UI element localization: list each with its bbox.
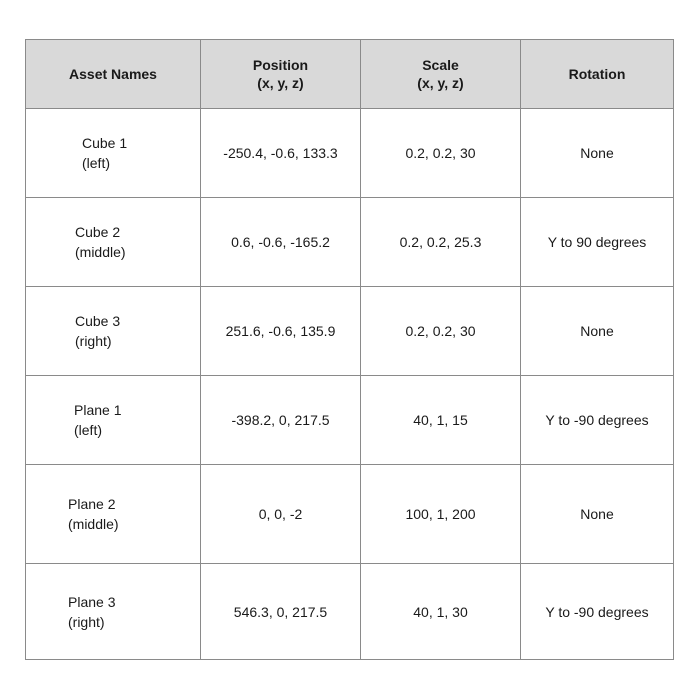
asset-location: (middle) xyxy=(75,244,126,260)
asset-location: (right) xyxy=(68,613,105,630)
position-cell: 251.6, -0.6, 135.9 xyxy=(201,287,361,376)
table-row xyxy=(26,564,674,660)
table-row xyxy=(26,287,674,376)
asset-table xyxy=(25,39,674,660)
header-position xyxy=(201,40,361,109)
table-row xyxy=(26,109,674,198)
table-row xyxy=(26,376,674,465)
asset-name-cell xyxy=(26,109,201,198)
asset-location: (middle) xyxy=(68,516,119,532)
header-label: Scale xyxy=(422,57,459,73)
rotation-cell: None xyxy=(521,287,674,376)
scale-cell: 0.2, 0.2, 25.3 xyxy=(361,198,521,287)
header-sublabel: (x, y, z) xyxy=(417,75,464,91)
asset-name: Plane 3 xyxy=(68,593,116,610)
rotation-cell: None xyxy=(521,109,674,198)
header-row xyxy=(26,40,674,109)
asset-name-cell xyxy=(26,465,201,564)
scale-cell: 0.2, 0.2, 30 xyxy=(361,287,521,376)
asset-location: (right) xyxy=(75,333,112,349)
asset-location: (left) xyxy=(74,422,102,438)
position-cell: 0, 0, -2 xyxy=(201,465,361,564)
rotation-cell: Y to -90 degrees xyxy=(521,564,674,660)
table-row xyxy=(26,465,674,564)
scale-cell: 40, 1, 30 xyxy=(361,564,521,660)
asset-name: Cube 3 xyxy=(75,313,121,329)
position-cell: -250.4, -0.6, 133.3 xyxy=(201,109,361,198)
header-rotation xyxy=(521,40,674,109)
position-cell: 546.3, 0, 217.5 xyxy=(201,564,361,660)
rotation-cell: None xyxy=(521,465,674,564)
position-cell: -398.2, 0, 217.5 xyxy=(201,376,361,465)
scale-cell: 40, 1, 15 xyxy=(361,376,521,465)
header-label: Rotation xyxy=(568,66,626,82)
header-label: Asset Names xyxy=(69,66,157,82)
position-cell: 0.6, -0.6, -165.2 xyxy=(201,198,361,287)
asset-name: Cube 1 xyxy=(82,135,128,151)
header-asset-names xyxy=(26,40,201,109)
table-row xyxy=(26,198,674,287)
asset-name: Plane 2 xyxy=(68,496,116,512)
asset-name-cell xyxy=(26,198,201,287)
scale-cell: 0.2, 0.2, 30 xyxy=(361,109,521,198)
asset-name: Cube 2 xyxy=(75,224,121,240)
header-sublabel: (x, y, z) xyxy=(257,75,304,91)
rotation-cell: Y to 90 degrees xyxy=(521,198,674,287)
asset-name-cell xyxy=(26,287,201,376)
scale-cell: 100, 1, 200 xyxy=(361,465,521,564)
rotation-cell: Y to -90 degrees xyxy=(521,376,674,465)
header-scale xyxy=(361,40,521,109)
header-label: Position xyxy=(252,57,309,73)
asset-name-cell xyxy=(26,376,201,465)
asset-name-cell xyxy=(26,564,201,660)
asset-name: Plane 1 xyxy=(74,402,122,418)
asset-location: (left) xyxy=(82,155,110,171)
